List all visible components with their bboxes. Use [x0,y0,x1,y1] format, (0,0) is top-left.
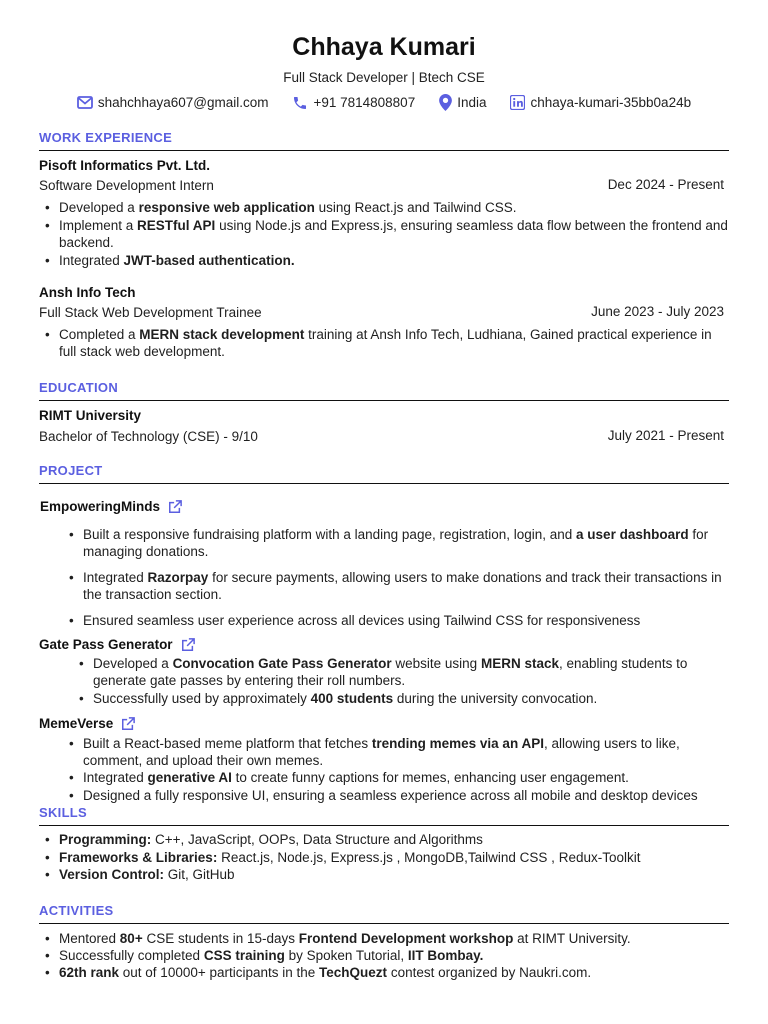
project-bullet: • Built a React-based meme platform that fetches trending memes via an API, allowing users to like, comment, and upload their own memes. [83,735,729,769]
project-title [40,499,182,514]
education-dates: July 2021 - Present [607,428,724,443]
work-experience-section [39,130,729,151]
education-section [39,380,729,401]
bold-text: trending memes via an API [371,736,544,751]
bold-text: TechQuezt [319,965,388,980]
phone-icon [292,95,308,111]
degree: Bachelor of Technology (CSE) - 9/10 [39,429,258,444]
bold-text: 62th rank [59,965,120,980]
resume-name: Chhaya Kumari [292,33,476,61]
bold-text: Version Control: [59,867,165,882]
project-bullet: • Successfully used by approximately 400 students during the university convocation. [93,690,729,707]
company-name: Ansh Info Tech [39,285,136,300]
project-title [39,716,135,731]
skill-item: • Frameworks & Libraries: React.js, Node.js, Express.js , MongoDB,Tailwind CSS , Redux-Toolkit [59,849,729,866]
job-bullet: • Implement a RESTful API using Node.js and Express.js, ensuring seamless data flow between the frontend and backend. [59,217,729,251]
project-name: Gate Pass Generator [39,637,173,652]
project-section [39,463,729,484]
bold-text: IIT Bombay. [407,948,484,963]
bold-text: Razorpay [147,570,209,585]
section-title: PROJECT [39,463,729,484]
external-link-icon[interactable] [121,717,135,731]
bold-text: Frontend Development workshop [298,931,514,946]
contact-bar [0,94,768,111]
bold-text: Frameworks & Libraries: [59,850,218,865]
external-link-icon[interactable] [181,638,195,652]
project-bullet: • Built a responsive fundraising platform with a landing page, registration, login, and a user dashboard for managing donations. [83,526,729,560]
bold-text: JWT-based authentication. [123,253,295,268]
contact-linkedin[interactable] [510,95,691,110]
section-title: ACTIVITIES [39,903,729,924]
project-title [39,637,195,652]
bold-text: Programming: [59,832,152,847]
school-name: RIMT University [39,408,142,423]
linkedin-text: chhaya-kumari-35bb0a24b [530,95,692,110]
project-bullet: • Developed a Convocation Gate Pass Generator website using MERN stack, enabling students to generate gate passes by entering their roll numbers. [93,655,729,689]
bold-text: generative AI [147,770,232,785]
skill-item: • Version Control: Git, GitHub [59,866,729,883]
project-bullet: • Integrated generative AI to create funny captions for memes, enhancing user engagement. [83,769,729,786]
bold-text: Convocation Gate Pass Generator [172,656,392,671]
location-text: India [457,95,487,110]
mail-icon [77,96,93,109]
project-bullet: • Ensured seamless user experience across all devices using Tailwind CSS for responsiveness [83,612,729,629]
job-bullet: • Developed a responsive web application using React.js and Tailwind CSS. [59,199,729,216]
bold-text: a user dashboard [576,527,689,542]
job-bullet: • Integrated JWT-based authentication. [59,252,729,269]
bold-text: RESTful API [137,218,216,233]
job-dates: June 2023 - July 2023 [591,304,724,319]
bold-text: 80+ [119,931,143,946]
bold-text: responsive web application [138,200,315,215]
location-pin-icon [439,94,452,111]
section-title: EDUCATION [39,380,729,401]
project-name: EmpoweringMinds [40,499,161,514]
company-name: Pisoft Informatics Pvt. Ltd. [39,158,211,173]
contact-phone[interactable] [292,95,415,111]
bold-text: MERN stack development [139,327,305,342]
skills-section [39,805,729,826]
project-bullet: • Designed a fully responsive UI, ensuring a seamless experience across all mobile and desktop devices [83,787,729,804]
bold-text: CSS training [203,948,285,963]
external-link-icon[interactable] [168,500,182,514]
job-dates: Dec 2024 - Present [607,177,724,192]
contact-location [439,94,486,111]
activity-item: • Mentored 80+ CSE students in 15-days Frontend Development workshop at RIMT University. [59,930,729,947]
project-name: MemeVerse [39,716,114,731]
section-title: WORK EXPERIENCE [39,130,729,151]
bold-text: MERN stack [480,656,559,671]
bold-text: 400 students [310,691,394,706]
project-bullet: • Integrated Razorpay for secure payments, allowing users to make donations and track their transactions in the transaction section. [83,569,729,603]
activity-item: • 62th rank out of 10000+ participants in the TechQuezt contest organized by Naukri.com. [59,964,729,981]
section-title: SKILLS [39,805,729,826]
job-role: Full Stack Web Development Trainee [39,305,262,320]
job-role: Software Development Intern [39,178,214,193]
phone-text: +91 7814808807 [313,95,416,110]
linkedin-icon [510,95,525,110]
activities-section [39,903,729,924]
email-text: shahchhaya607@gmail.com [97,95,269,110]
contact-email[interactable] [77,95,269,110]
resume-subtitle: Full Stack Developer | Btech CSE [283,70,485,85]
skill-item: • Programming: C++, JavaScript, OOPs, Data Structure and Algorithms [59,831,729,848]
activity-item: • Successfully completed CSS training by Spoken Tutorial, IIT Bombay. [59,947,729,964]
job-bullet: • Completed a MERN stack development training at Ansh Info Tech, Ludhiana, Gained practical experience in full stack web development. [59,326,729,360]
